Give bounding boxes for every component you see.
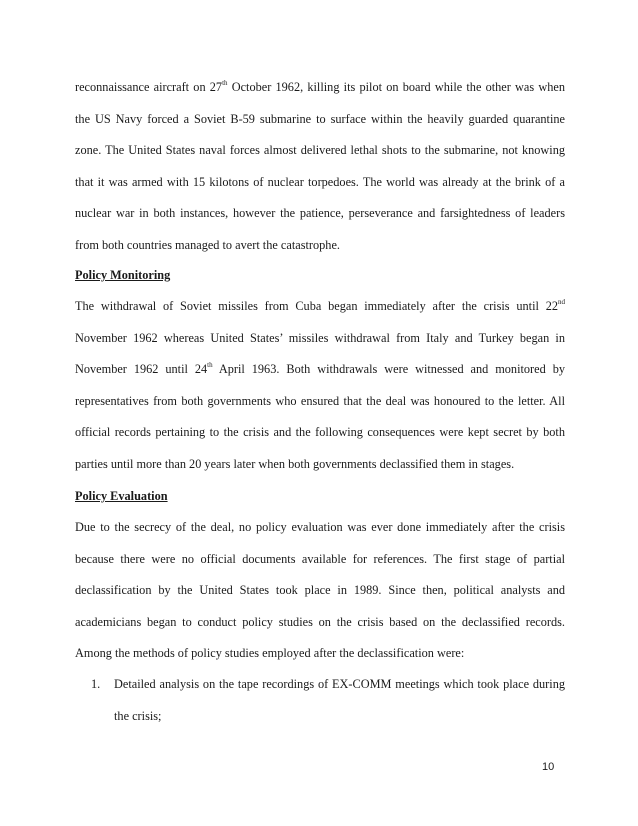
list-item-text: Detailed analysis on the tape recordings of EX-COMM meetings which took place during the crisis;: [114, 677, 565, 723]
superscript: th: [207, 360, 213, 369]
paragraph-text-part: April 1963. Both withdrawals were witnessed and monitored by representatives from both governments who ensured that the deal was honoured to the letter. All official records pertaining to the crisis and the following consequences were kept secret by both parties until more than 20 years later when both governments declassified them in stages.: [75, 362, 565, 471]
list-item-number: 1.: [91, 677, 101, 691]
paragraph-text-part: October 1962, killing its pilot on board while the other was when the US Navy forced a Soviet B-59 submarine to surface within the heavily guarded quarantine zone. The United States naval forces almost delivered lethal shots to the submarine, not knowing that it was armed with 15 kilotons of nuclear torpedoes. The world was already at the brink of a nuclear war in both instances, however the patience, perseverance and farsightedness of leaders from both countries managed to avert the catastrophe.: [75, 80, 565, 252]
paragraph-aircraft-incident: [75, 72, 565, 261]
heading-policy-evaluation: Policy Evaluation: [75, 489, 168, 503]
paragraph-text: Due to the secrecy of the deal, no policy evaluation was ever done immediately after the crisis because there were no official documents available for references. The first stage of partial declassification by the United States took place in 1989. Since then, political analysts and academicians began to conduct policy studies on the crisis based on the declassified records. Among the methods of policy studies employed after the declassification were:: [75, 520, 565, 660]
superscript: nd: [558, 297, 565, 306]
paragraph-text: [75, 291, 565, 480]
paragraph-text-part: The withdrawal of Soviet missiles from Cuba began immediately after the crisis until 22: [75, 299, 558, 313]
superscript: th: [222, 78, 228, 87]
paragraph-text-part: November 1962 whereas United States’ missiles withdrawal from Italy and Turkey began in November 1962 until 24: [75, 330, 565, 376]
page-number: 10: [542, 761, 555, 773]
paragraph-policy-monitoring: [75, 291, 565, 480]
list-item: [75, 669, 565, 732]
paragraph-text-part: reconnaissance aircraft on 27: [75, 80, 223, 94]
paragraph-policy-evaluation: [75, 512, 565, 670]
heading-policy-monitoring: Policy Monitoring: [75, 268, 171, 282]
paragraph-text: [75, 72, 565, 261]
